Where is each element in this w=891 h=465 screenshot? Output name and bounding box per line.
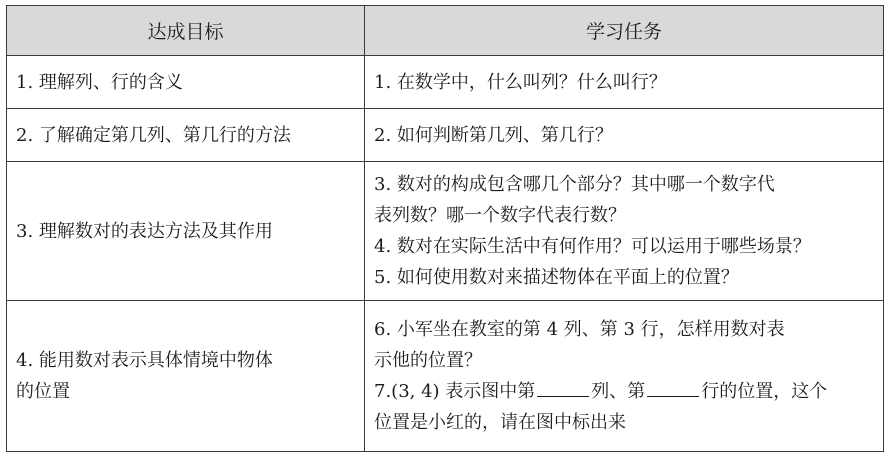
goals-tasks-table [6, 5, 884, 452]
fill-blank-row [647, 378, 699, 397]
task-text: 1. 在数学中，什么叫列？什么叫行？ [374, 71, 667, 93]
goal-text: 3. 理解数对的表达方法及其作用 [16, 220, 273, 242]
task-text: 6. 小军坐在教室的第 4 列、第 3 行，怎样用数对表 [374, 319, 785, 340]
task-text: 表列数？哪一个数字代表行数？ [374, 205, 626, 226]
table-row [7, 109, 884, 162]
goal-cell [7, 56, 365, 109]
table-row [7, 301, 884, 452]
table-header-row [7, 6, 884, 56]
goal-text: 4. 能用数对表示具体情境中物体 [16, 350, 273, 371]
fill-blank-column [537, 378, 589, 397]
header-goal: 达成目标 [7, 6, 365, 56]
q7-part3: 行的位置，这个 [701, 381, 828, 402]
task-cell [365, 109, 884, 162]
goal-cell [7, 109, 365, 162]
task-text: 2. 如何判断第几列、第几行？ [374, 124, 613, 146]
task-text: 4. 数对在实际生活中有何作用？可以运用于哪些场景？ [374, 236, 811, 257]
q7-part1: 7.(3, 4) 表示图中第 [374, 381, 536, 402]
task-text: 位置是小红的，请在图中标出来 [374, 412, 626, 433]
task-text: 5. 如何使用数对来描述物体在平面上的位置？ [374, 267, 739, 288]
goal-text: 1. 理解列、行的含义 [16, 71, 183, 93]
goal-text: 的位置 [16, 381, 70, 402]
q7-part2: 列、第 [591, 381, 646, 402]
task-text-q7 [374, 376, 883, 407]
table-row [7, 56, 884, 109]
task-text: 示他的位置？ [374, 350, 482, 371]
header-task: 学习任务 [365, 6, 884, 56]
task-cell [365, 301, 884, 452]
task-text: 3. 数对的构成包含哪几个部分？其中哪一个数字代 [374, 174, 775, 195]
goal-text: 2. 了解确定第几列、第几行的方法 [16, 124, 291, 146]
goal-cell [7, 162, 365, 301]
task-cell [365, 56, 884, 109]
goal-cell [7, 301, 365, 452]
table-row [7, 162, 884, 301]
task-cell [365, 162, 884, 301]
